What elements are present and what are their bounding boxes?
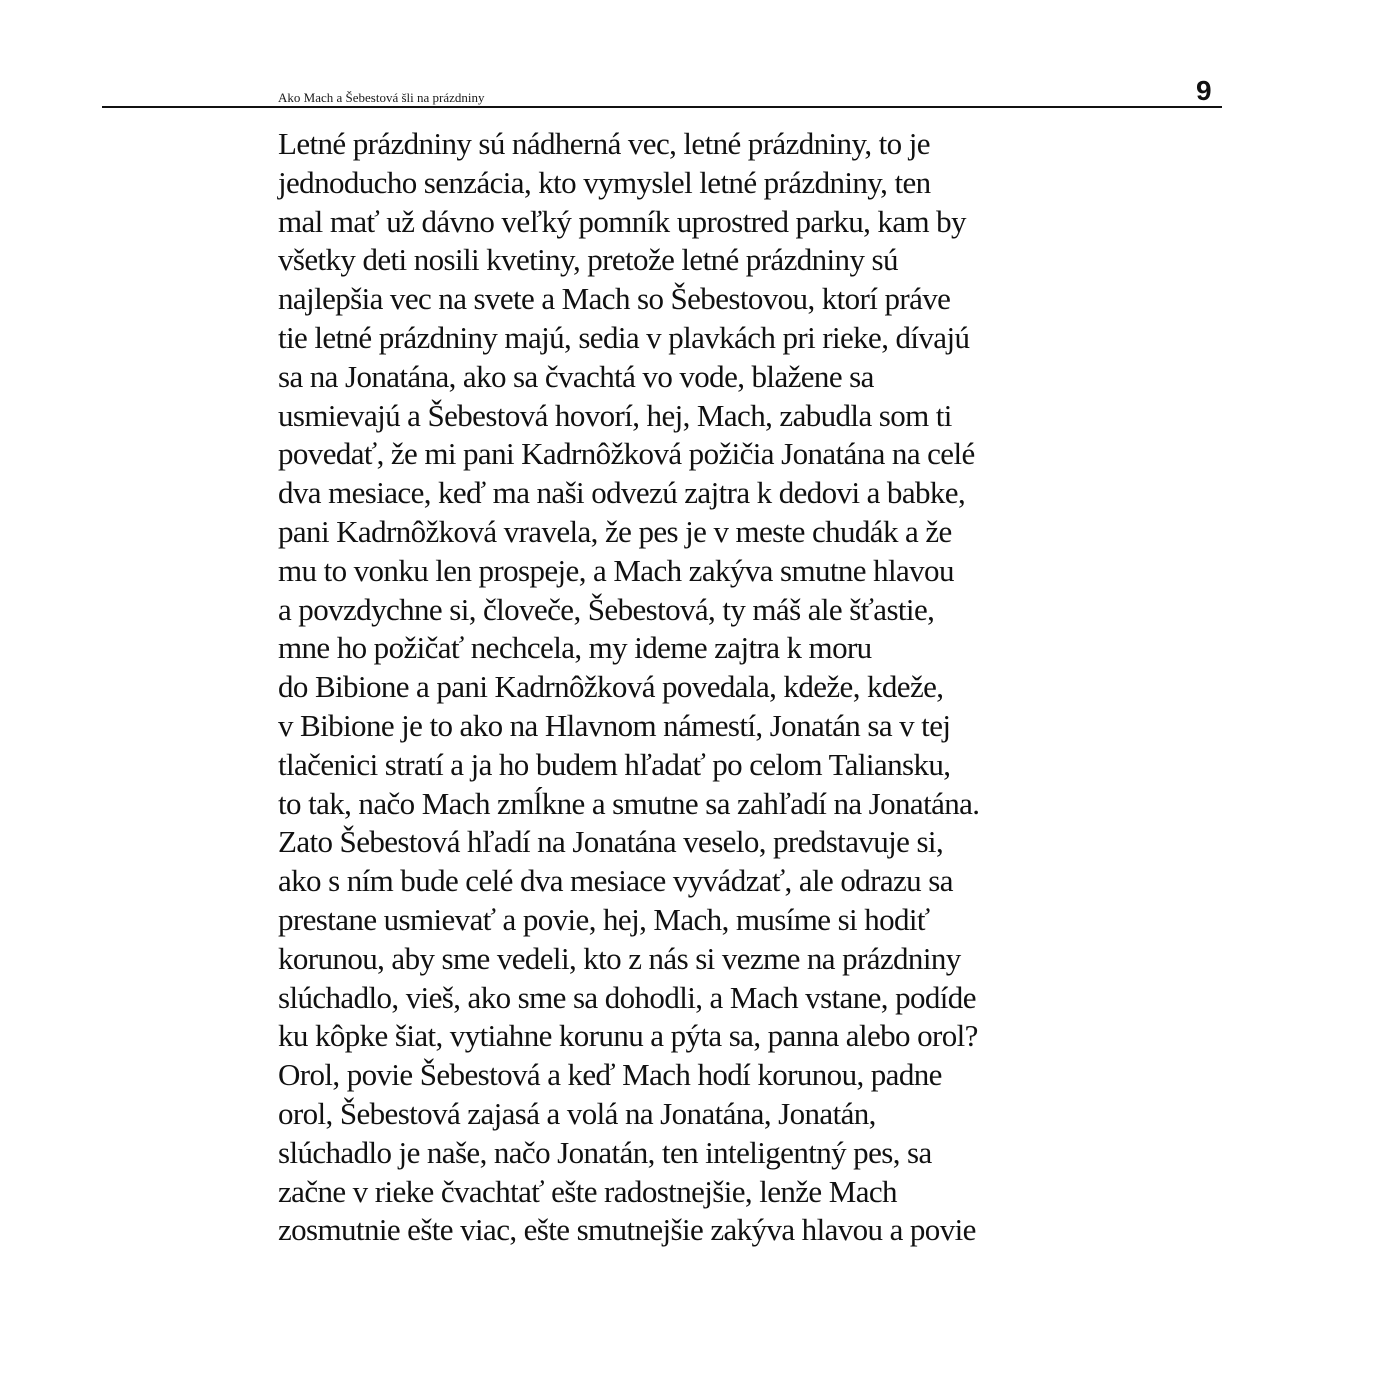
text-line: Letné prázdniny sú nádherná vec, letné prázdniny, to je <box>278 126 930 161</box>
running-title: Ako Mach a Šebestová šli na prázdniny <box>278 90 485 105</box>
text-line: dva mesiace, keď ma naši odvezú zajtra k dedovi a babke, <box>278 475 966 511</box>
text-line: jednoducho senzácia, kto vymyslel letné prázdniny, ten <box>278 164 931 200</box>
page-number: 9 <box>1196 75 1212 106</box>
text-line: začne v rieke čvachtať ešte radostnejšie, lenže Mach <box>278 1173 897 1209</box>
text-line: sa na Jonatána, ako sa čvachtá vo vode, blažene sa <box>278 358 874 394</box>
text-line: slúchadlo, vieš, ako sme sa dohodli, a Mach vstane, podíde <box>278 979 976 1015</box>
text-line: mu to vonku len prospeje, a Mach zakýva smutne hlavou <box>278 552 954 588</box>
text-line: zosmutnie ešte viac, ešte smutnejšie zakýva hlavou a povie <box>278 1212 976 1248</box>
text-line: Orol, povie Šebestová a keď Mach hodí korunou, padne <box>278 1057 942 1093</box>
text-line: prestane usmievať a povie, hej, Mach, musíme si hodiť <box>278 901 930 937</box>
text-line: slúchadlo je naše, načo Jonatán, ten inteligentný pes, sa <box>278 1134 932 1170</box>
text-line: v Bibione je to ako na Hlavnom námestí, Jonatán sa v tej <box>278 707 951 743</box>
text-line: tie letné prázdniny majú, sedia v plavkách pri rieke, dívajú <box>278 319 970 355</box>
header-rule <box>102 106 1222 108</box>
text-line: usmievajú a Šebestová hovorí, hej, Mach, zabudla som ti <box>278 397 952 433</box>
text-line: korunou, aby sme vedeli, kto z nás si vezme na prázdniny <box>278 940 961 976</box>
text-line: všetky deti nosili kvetiny, pretože letné prázdniny sú <box>278 242 898 278</box>
text-line: povedať, že mi pani Kadrnôžková požičia Jonatána na celé <box>278 436 975 472</box>
text-line: do Bibione a pani Kadrnôžková povedala, kdeže, kdeže, <box>278 669 944 705</box>
text-line: najlepšia vec na svete a Mach so Šebestovou, ktorí práve <box>278 281 951 317</box>
text-line: tlačenici stratí a ja ho budem hľadať po celom Taliansku, <box>278 746 951 782</box>
text-line: orol, Šebestová zajasá a volá na Jonatána, Jonatán, <box>278 1095 876 1131</box>
text-line: Zato Šebestová hľadí na Jonatána veselo, predstavuje si, <box>278 824 944 860</box>
text-line: to tak, načo Mach zmĺkne a smutne sa zahľadí na Jonatána. <box>278 785 980 821</box>
text-line: mal mať už dávno veľký pomník uprostred parku, kam by <box>278 203 966 239</box>
text-line: mne ho požičať nechcela, my ideme zajtra k moru <box>278 630 872 666</box>
text-line: ako s ním bude celé dva mesiace vyvádzať, ale odrazu sa <box>278 863 953 899</box>
text-line: a povzdychne si, človeče, Šebestová, ty máš ale šťastie, <box>278 591 935 627</box>
body-text <box>278 125 1158 1250</box>
text-line: ku kôpke šiat, vytiahne korunu a pýta sa, panna alebo orol? <box>278 1018 978 1054</box>
text-line: pani Kadrnôžková vravela, že pes je v meste chudák a že <box>278 513 952 549</box>
